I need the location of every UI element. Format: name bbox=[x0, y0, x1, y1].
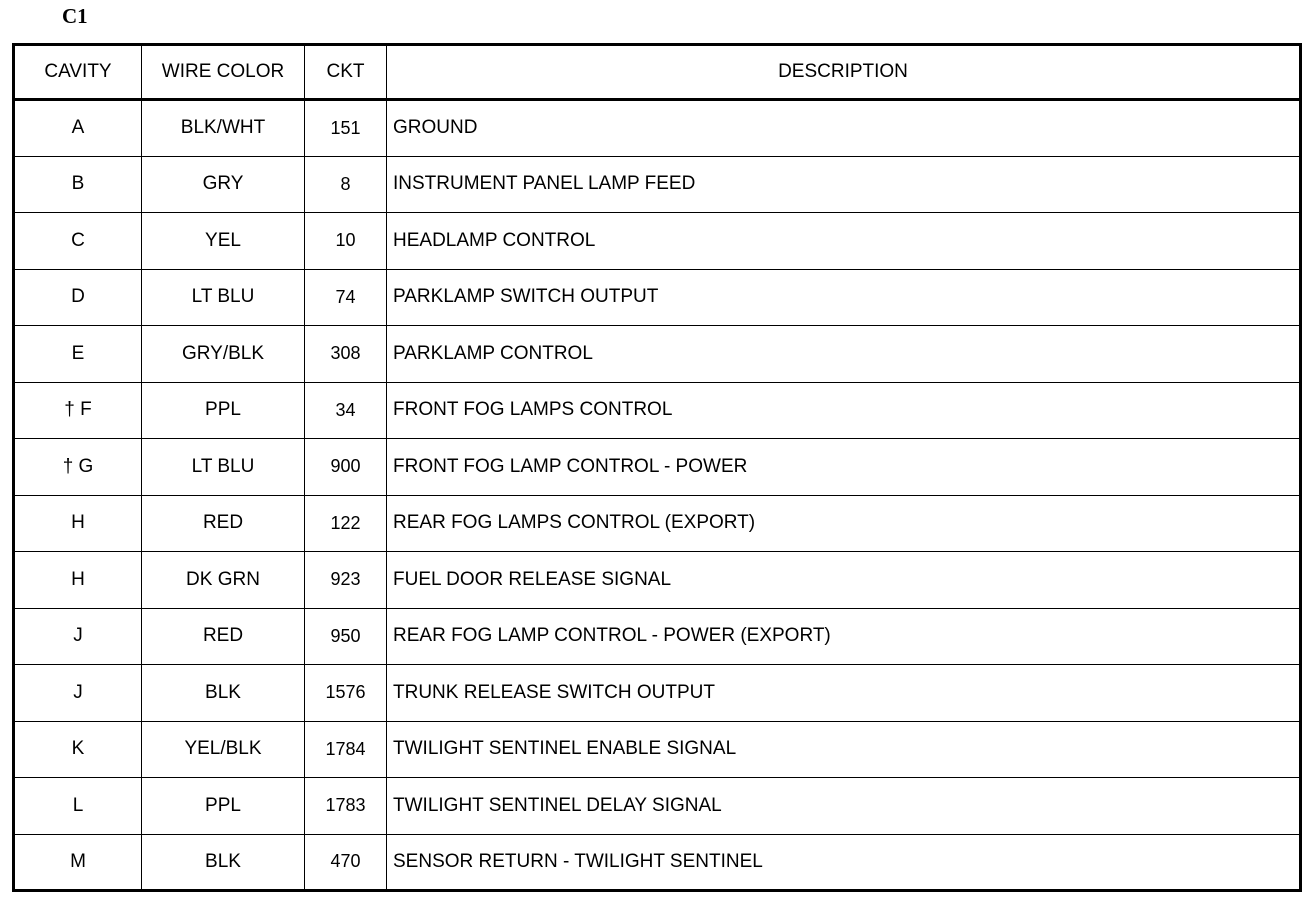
ckt-cell: 122 bbox=[305, 495, 387, 552]
table-row bbox=[14, 608, 1301, 665]
column-header-cavity: CAVITY bbox=[14, 45, 142, 100]
description-cell: INSTRUMENT PANEL LAMP FEED bbox=[387, 156, 1301, 213]
description-cell: REAR FOG LAMP CONTROL - POWER (EXPORT) bbox=[387, 608, 1301, 665]
cavity-cell: A bbox=[14, 100, 142, 157]
ckt-cell: 1576 bbox=[305, 665, 387, 722]
table-row bbox=[14, 100, 1301, 157]
ckt-cell: 900 bbox=[305, 439, 387, 496]
table-row bbox=[14, 495, 1301, 552]
cavity-cell: D bbox=[14, 269, 142, 326]
cavity-cell: H bbox=[14, 495, 142, 552]
connector-pinout-table bbox=[12, 43, 1302, 892]
description-cell: PARKLAMP SWITCH OUTPUT bbox=[387, 269, 1301, 326]
description-cell: FRONT FOG LAMP CONTROL - POWER bbox=[387, 439, 1301, 496]
cavity-cell: † G bbox=[14, 439, 142, 496]
ckt-cell: 308 bbox=[305, 326, 387, 383]
table-row bbox=[14, 721, 1301, 778]
wire-color-cell: RED bbox=[142, 608, 305, 665]
description-cell: FUEL DOOR RELEASE SIGNAL bbox=[387, 552, 1301, 609]
description-cell: HEADLAMP CONTROL bbox=[387, 213, 1301, 270]
description-cell: TWILIGHT SENTINEL ENABLE SIGNAL bbox=[387, 721, 1301, 778]
ckt-cell: 10 bbox=[305, 213, 387, 270]
header-row bbox=[14, 45, 1301, 100]
cavity-cell: J bbox=[14, 608, 142, 665]
wire-color-cell: GRY/BLK bbox=[142, 326, 305, 383]
description-cell: TWILIGHT SENTINEL DELAY SIGNAL bbox=[387, 778, 1301, 835]
wire-color-cell: YEL/BLK bbox=[142, 721, 305, 778]
ckt-cell: 151 bbox=[305, 100, 387, 157]
ckt-cell: 1784 bbox=[305, 721, 387, 778]
table-row bbox=[14, 326, 1301, 383]
wire-color-cell: YEL bbox=[142, 213, 305, 270]
cavity-cell: H bbox=[14, 552, 142, 609]
column-header-description: DESCRIPTION bbox=[387, 45, 1301, 100]
cavity-cell: † F bbox=[14, 382, 142, 439]
table-body bbox=[14, 100, 1301, 891]
wire-color-cell: LT BLU bbox=[142, 439, 305, 496]
cavity-cell: L bbox=[14, 778, 142, 835]
table-row bbox=[14, 213, 1301, 270]
table-row bbox=[14, 778, 1301, 835]
ckt-cell: 34 bbox=[305, 382, 387, 439]
wire-color-cell: LT BLU bbox=[142, 269, 305, 326]
description-cell: REAR FOG LAMPS CONTROL (EXPORT) bbox=[387, 495, 1301, 552]
wire-color-cell: BLK bbox=[142, 834, 305, 891]
table-row bbox=[14, 439, 1301, 496]
cavity-cell: E bbox=[14, 326, 142, 383]
cavity-cell: J bbox=[14, 665, 142, 722]
table-row bbox=[14, 834, 1301, 891]
description-cell: PARKLAMP CONTROL bbox=[387, 326, 1301, 383]
ckt-cell: 470 bbox=[305, 834, 387, 891]
table-row bbox=[14, 269, 1301, 326]
wire-color-cell: RED bbox=[142, 495, 305, 552]
cavity-cell: K bbox=[14, 721, 142, 778]
wire-color-cell: PPL bbox=[142, 778, 305, 835]
wire-color-cell: PPL bbox=[142, 382, 305, 439]
table-row bbox=[14, 552, 1301, 609]
table-row bbox=[14, 382, 1301, 439]
table-header bbox=[14, 45, 1301, 100]
connector-label: C1 bbox=[62, 4, 88, 28]
description-cell: SENSOR RETURN - TWILIGHT SENTINEL bbox=[387, 834, 1301, 891]
cavity-cell: B bbox=[14, 156, 142, 213]
table-row bbox=[14, 665, 1301, 722]
column-header-wire-color: WIRE COLOR bbox=[142, 45, 305, 100]
description-cell: FRONT FOG LAMPS CONTROL bbox=[387, 382, 1301, 439]
ckt-cell: 8 bbox=[305, 156, 387, 213]
wire-color-cell: BLK bbox=[142, 665, 305, 722]
wire-color-cell: BLK/WHT bbox=[142, 100, 305, 157]
cavity-cell: C bbox=[14, 213, 142, 270]
wire-color-cell: GRY bbox=[142, 156, 305, 213]
column-header-ckt: CKT bbox=[305, 45, 387, 100]
ckt-cell: 1783 bbox=[305, 778, 387, 835]
table-row bbox=[14, 156, 1301, 213]
wire-color-cell: DK GRN bbox=[142, 552, 305, 609]
ckt-cell: 950 bbox=[305, 608, 387, 665]
cavity-cell: M bbox=[14, 834, 142, 891]
ckt-cell: 923 bbox=[305, 552, 387, 609]
description-cell: TRUNK RELEASE SWITCH OUTPUT bbox=[387, 665, 1301, 722]
ckt-cell: 74 bbox=[305, 269, 387, 326]
description-cell: GROUND bbox=[387, 100, 1301, 157]
